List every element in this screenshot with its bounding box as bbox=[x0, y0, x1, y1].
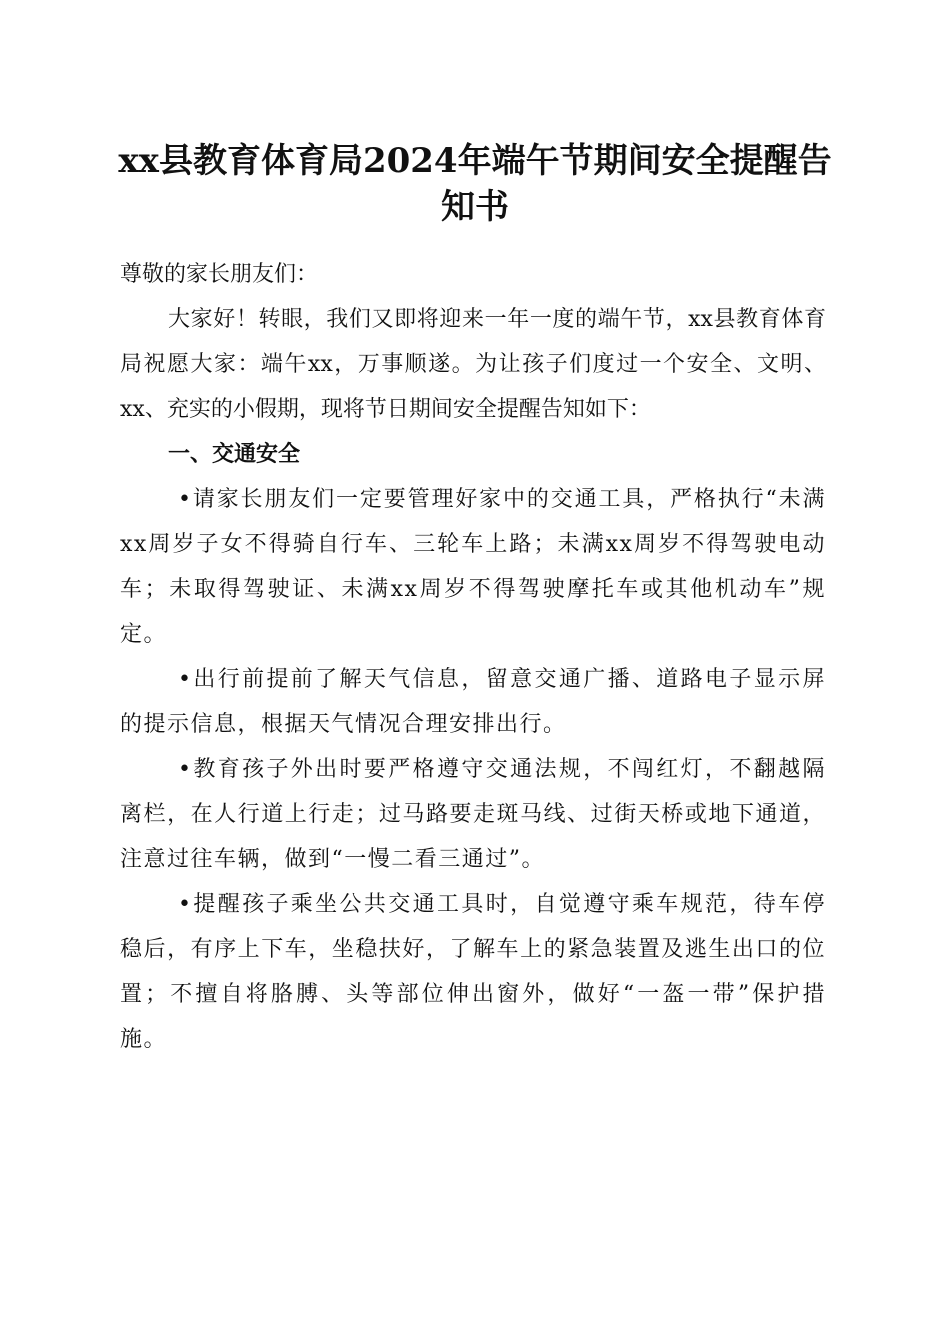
list-item: •出行前提前了解天气信息，留意交通广播、道路电子显示屏的提示信息，根据天气情况合理安排出行。 bbox=[120, 667, 826, 737]
document-title: xx县教育体育局2024年端午节期间安全提醒告知书 bbox=[118, 141, 832, 227]
list-item: •教育孩子外出时要严格遵守交通法规，不闯红灯，不翻越隔离栏，在人行道上行走；过马路要走斑马线、过街天桥或地下通道，注意过往车辆，做到“一慢二看三通过”。 bbox=[120, 757, 826, 872]
list-item: •提醒孩子乘坐公共交通工具时，自觉遵守乘车规范，待车停稳后，有序上下车，坐稳扶好，了解车上的紧急装置及逃生出口的位置；不擅自将胳膊、头等部位伸出窗外，做好“一盔一带”保护措施。 bbox=[120, 892, 826, 1052]
section-heading: 一、交通安全 bbox=[168, 442, 301, 467]
intro-paragraph: 大家好！转眼，我们又即将迎来一年一度的端午节，xx县教育体育局祝愿大家：端午xx，万事顺遂。为让孩子们度过一个安全、文明、xx、充实的小假期，现将节日期间安全提醒告知如下： bbox=[120, 307, 826, 422]
list-item: •请家长朋友们一定要管理好家中的交通工具，严格执行“未满xx周岁子女不得骑自行车、三轮车上路；未满xx周岁不得驾驶电动车；未取得驾驶证、未满xx周岁不得驾驶摩托车或其他机动车”规定。 bbox=[120, 487, 826, 647]
salutation: 尊敬的家长朋友们： bbox=[120, 262, 319, 287]
document-body bbox=[120, 252, 826, 1062]
